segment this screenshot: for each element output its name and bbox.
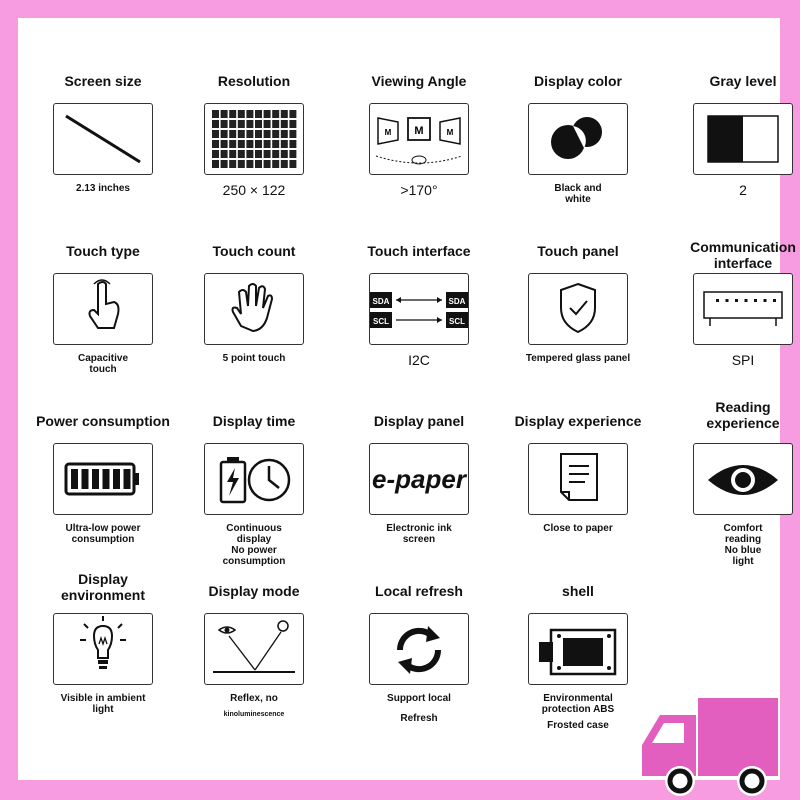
spec-title: Touch type bbox=[66, 243, 140, 259]
scl-pin-right: SCL bbox=[449, 317, 465, 326]
delivery-truck-icon bbox=[640, 695, 780, 800]
spec-caption: Black and white bbox=[554, 183, 602, 205]
spec-5 bbox=[28, 243, 178, 413]
spec-caption: Support local bbox=[387, 693, 451, 704]
spec-title: Display panel bbox=[373, 413, 465, 429]
spec-13 bbox=[503, 413, 653, 583]
spec-title: Touch panel bbox=[537, 243, 619, 259]
spec-caption: Visible in ambient light bbox=[60, 693, 146, 715]
spec-title: Reading experience bbox=[706, 399, 780, 431]
spec-caption: Reflex, no bbox=[230, 693, 278, 704]
document-icon bbox=[528, 443, 628, 515]
spec-title: Power consumption bbox=[36, 413, 170, 429]
spec-2 bbox=[344, 73, 494, 243]
spec-title: Local refresh bbox=[375, 583, 463, 599]
spec-caption: 250 × 122 bbox=[222, 182, 286, 198]
spec-1 bbox=[179, 73, 329, 243]
spec-panel bbox=[18, 18, 796, 780]
spec-8 bbox=[503, 243, 653, 413]
spec-caption: >170° bbox=[400, 182, 438, 198]
e-paper-logo: e-paper bbox=[372, 464, 466, 494]
spec-caption: Comfort reading No blue light bbox=[723, 523, 763, 567]
battery-clock-icon bbox=[204, 443, 304, 515]
spec-caption: Electronic ink screen bbox=[386, 523, 452, 545]
shield-check-icon bbox=[528, 273, 628, 345]
viewing-angle-m-center: M bbox=[414, 125, 424, 137]
spec-17 bbox=[344, 583, 494, 753]
e-paper-icon bbox=[369, 443, 469, 515]
spec-title: Resolution bbox=[217, 73, 291, 89]
spec-10 bbox=[28, 413, 178, 583]
spec-caption: Continuous display No power consumption bbox=[222, 523, 286, 567]
spec-18 bbox=[503, 583, 653, 753]
viewing-angle-icon bbox=[369, 103, 469, 175]
connector-icon bbox=[693, 273, 793, 345]
spec-title: Display mode bbox=[208, 583, 300, 599]
spec-11 bbox=[179, 413, 329, 583]
hand-icon bbox=[204, 273, 304, 345]
spec-caption: Close to paper bbox=[543, 523, 613, 534]
spec-caption: 2.13 inches bbox=[76, 183, 130, 194]
battery-icon bbox=[53, 443, 153, 515]
viewing-angle-m-right: M bbox=[446, 128, 454, 137]
spec-title: Gray level bbox=[709, 73, 777, 89]
spec-caption: SPI bbox=[731, 352, 755, 368]
spec-caption: Capacitive touch bbox=[77, 353, 129, 375]
eye-icon bbox=[693, 443, 793, 515]
pixel-grid-icon bbox=[204, 103, 304, 175]
viewing-angle-m-left: M bbox=[384, 128, 392, 137]
spec-title: Touch count bbox=[212, 243, 296, 259]
spec-4 bbox=[668, 73, 800, 243]
reflection-icon bbox=[204, 613, 304, 685]
scl-pin-left: SCL bbox=[373, 317, 389, 326]
diagonal-line-icon bbox=[53, 103, 153, 175]
spec-9 bbox=[668, 239, 800, 413]
spec-12 bbox=[344, 413, 494, 583]
spec-title: Screen size bbox=[64, 73, 142, 89]
spec-caption: Ultra-low power consumption bbox=[65, 523, 141, 545]
spec-caption-secondary: Frosted case bbox=[547, 720, 609, 731]
spec-caption: 2 bbox=[739, 182, 747, 198]
i2c-pins-icon bbox=[369, 273, 469, 345]
sda-pin-left: SDA bbox=[372, 297, 390, 306]
refresh-icon bbox=[369, 613, 469, 685]
spec-title: Touch interface bbox=[367, 243, 471, 259]
spec-caption: Environmental protection ABS bbox=[541, 693, 615, 715]
case-icon bbox=[528, 613, 628, 685]
spec-caption-secondary: kinoluminescence bbox=[223, 711, 285, 718]
spec-title: Display environment bbox=[60, 571, 145, 603]
spec-title: Display time bbox=[212, 413, 296, 429]
spec-title: Viewing Angle bbox=[371, 73, 467, 89]
finger-touch-icon bbox=[53, 273, 153, 345]
spec-15 bbox=[28, 571, 178, 753]
spec-title: Display experience bbox=[514, 413, 642, 429]
spec-6 bbox=[179, 243, 329, 413]
color-circles-icon bbox=[528, 103, 628, 175]
spec-title: shell bbox=[562, 583, 594, 599]
spec-caption-secondary: Refresh bbox=[400, 713, 438, 724]
spec-title: Communication interface bbox=[690, 239, 796, 271]
spec-7 bbox=[344, 243, 494, 413]
spec-title: Display color bbox=[534, 73, 622, 89]
spec-caption: I2C bbox=[408, 352, 430, 368]
sda-pin-right: SDA bbox=[448, 297, 466, 306]
spec-caption: 5 point touch bbox=[222, 353, 286, 364]
spec-0 bbox=[28, 73, 178, 243]
spec-caption: Tempered glass panel bbox=[525, 353, 631, 364]
spec-3 bbox=[503, 73, 653, 243]
spec-14 bbox=[668, 399, 800, 583]
light-bulb-icon bbox=[53, 613, 153, 685]
gray-level-icon bbox=[693, 103, 793, 175]
spec-16 bbox=[179, 583, 329, 753]
